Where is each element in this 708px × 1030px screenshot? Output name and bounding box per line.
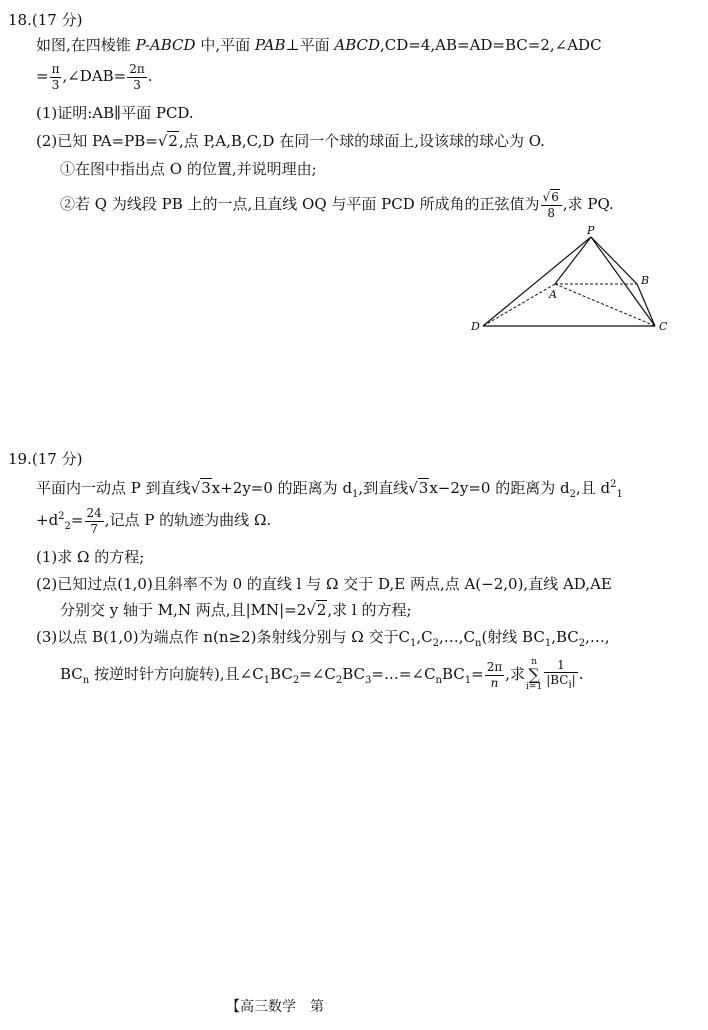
problem-19-q3-cont: $BC_n$ 按逆时针方向旋转),且$\angle C_1BC_2=\angle C_2BC_3=\dots=\angle C_nBC_1=$ $\frac{2\pi}{n}$ ,求n ∑ i=1 $\frac{1}{|BC_i|}$ . [60, 657, 584, 692]
problem-18-q2-i: ①在图中指出点 O 的位置,并说明理由; [60, 160, 317, 178]
problem-18-intro: 如图,在四棱锥 P-ABCD 中,平面 PAB⊥平面 ABCD,CD=4,AB=AD=BC=2,∠ADC [36, 36, 602, 54]
problem-points: (17 分) [31, 450, 83, 468]
fraction-2pi-n: $\frac{2\pi}{n}$ [486, 659, 503, 690]
fraction-1-over-bci: $\frac{1}{|BC_i|}$ [546, 657, 576, 691]
problem-19-q1: (1)求 Ω 的方程; [36, 548, 145, 566]
label-a: A [549, 288, 557, 301]
page-footer: 【高三数学 第 [226, 999, 324, 1015]
problem-19-line2: $+d^2_2=$ $\frac{24}{7}$ ,记点 P 的轨迹为曲线 Ω. [36, 506, 272, 536]
label-c: C [659, 320, 668, 333]
fraction-sqrt6-8: $\frac{√6}{8}$ [541, 191, 562, 219]
problem-18-angles: = $\frac{\pi}{3}$ ,∠DAB= $\frac{2\pi}{3}$ . [36, 62, 153, 92]
problem-19-line1: 平面内一动点 P 到直线√3x+2y=0 的距离为 $d_1$,到直线√3x−2y=0 的距离为 $d_2$,且 $d^2_1$ [36, 479, 623, 500]
problem-points: (17 分) [31, 11, 83, 29]
label-p: P [587, 224, 595, 237]
label-d: D [471, 320, 480, 333]
problem-18-q2: (2)已知 PA=PB=√2,点 P,A,B,C,D 在同一个球的球面上,设该球的球心为 O. [36, 132, 545, 150]
label-b: B [641, 274, 650, 287]
edge-ad [483, 284, 555, 326]
summation-sign: n ∑ i=1 [526, 657, 543, 692]
problem-number: 19. [8, 450, 32, 468]
problem-19-q2: (2)已知过点(1,0)且斜率不为 0 的直线 l 与 Ω 交于 D,E 两点,点 A(−2,0),直线 AD,AE [36, 575, 612, 593]
edge-pb [591, 237, 637, 284]
problem-18-q1: (1)证明:AB∥平面 PCD. [36, 104, 194, 122]
fraction-2pi-3: $\frac{2\pi}{3}$ [129, 62, 145, 92]
problem-19-header [8, 452, 82, 467]
fraction-pi-3: $\frac{\pi}{3}$ [51, 62, 60, 92]
pyramid-figure [465, 222, 685, 342]
problem-number: 18. [8, 11, 32, 29]
edge-pd [483, 237, 591, 326]
problem-19-q3: (3)以点 B(1,0)为端点作 n(n≥2)条射线分别与 Ω 交于$C_1,C_2,\dots,C_n$(射线 $BC_1,BC_2,\dots$, [36, 628, 610, 649]
problem-18-header [8, 13, 82, 28]
fraction-24-7: $\frac{24}{7}$ [86, 506, 102, 536]
problem-19-q2-cont: 分别交 y 轴于 M,N 两点,且|MN|=2√2,求 l 的方程; [60, 601, 412, 619]
edge-pa [555, 237, 591, 284]
problem-18-q2-ii: ②若 Q 为线段 PB 上的一点,且直线 OQ 与平面 PCD 所成角的正弦值为 $\frac{√6}{8}$ ,求 PQ. [60, 190, 614, 220]
